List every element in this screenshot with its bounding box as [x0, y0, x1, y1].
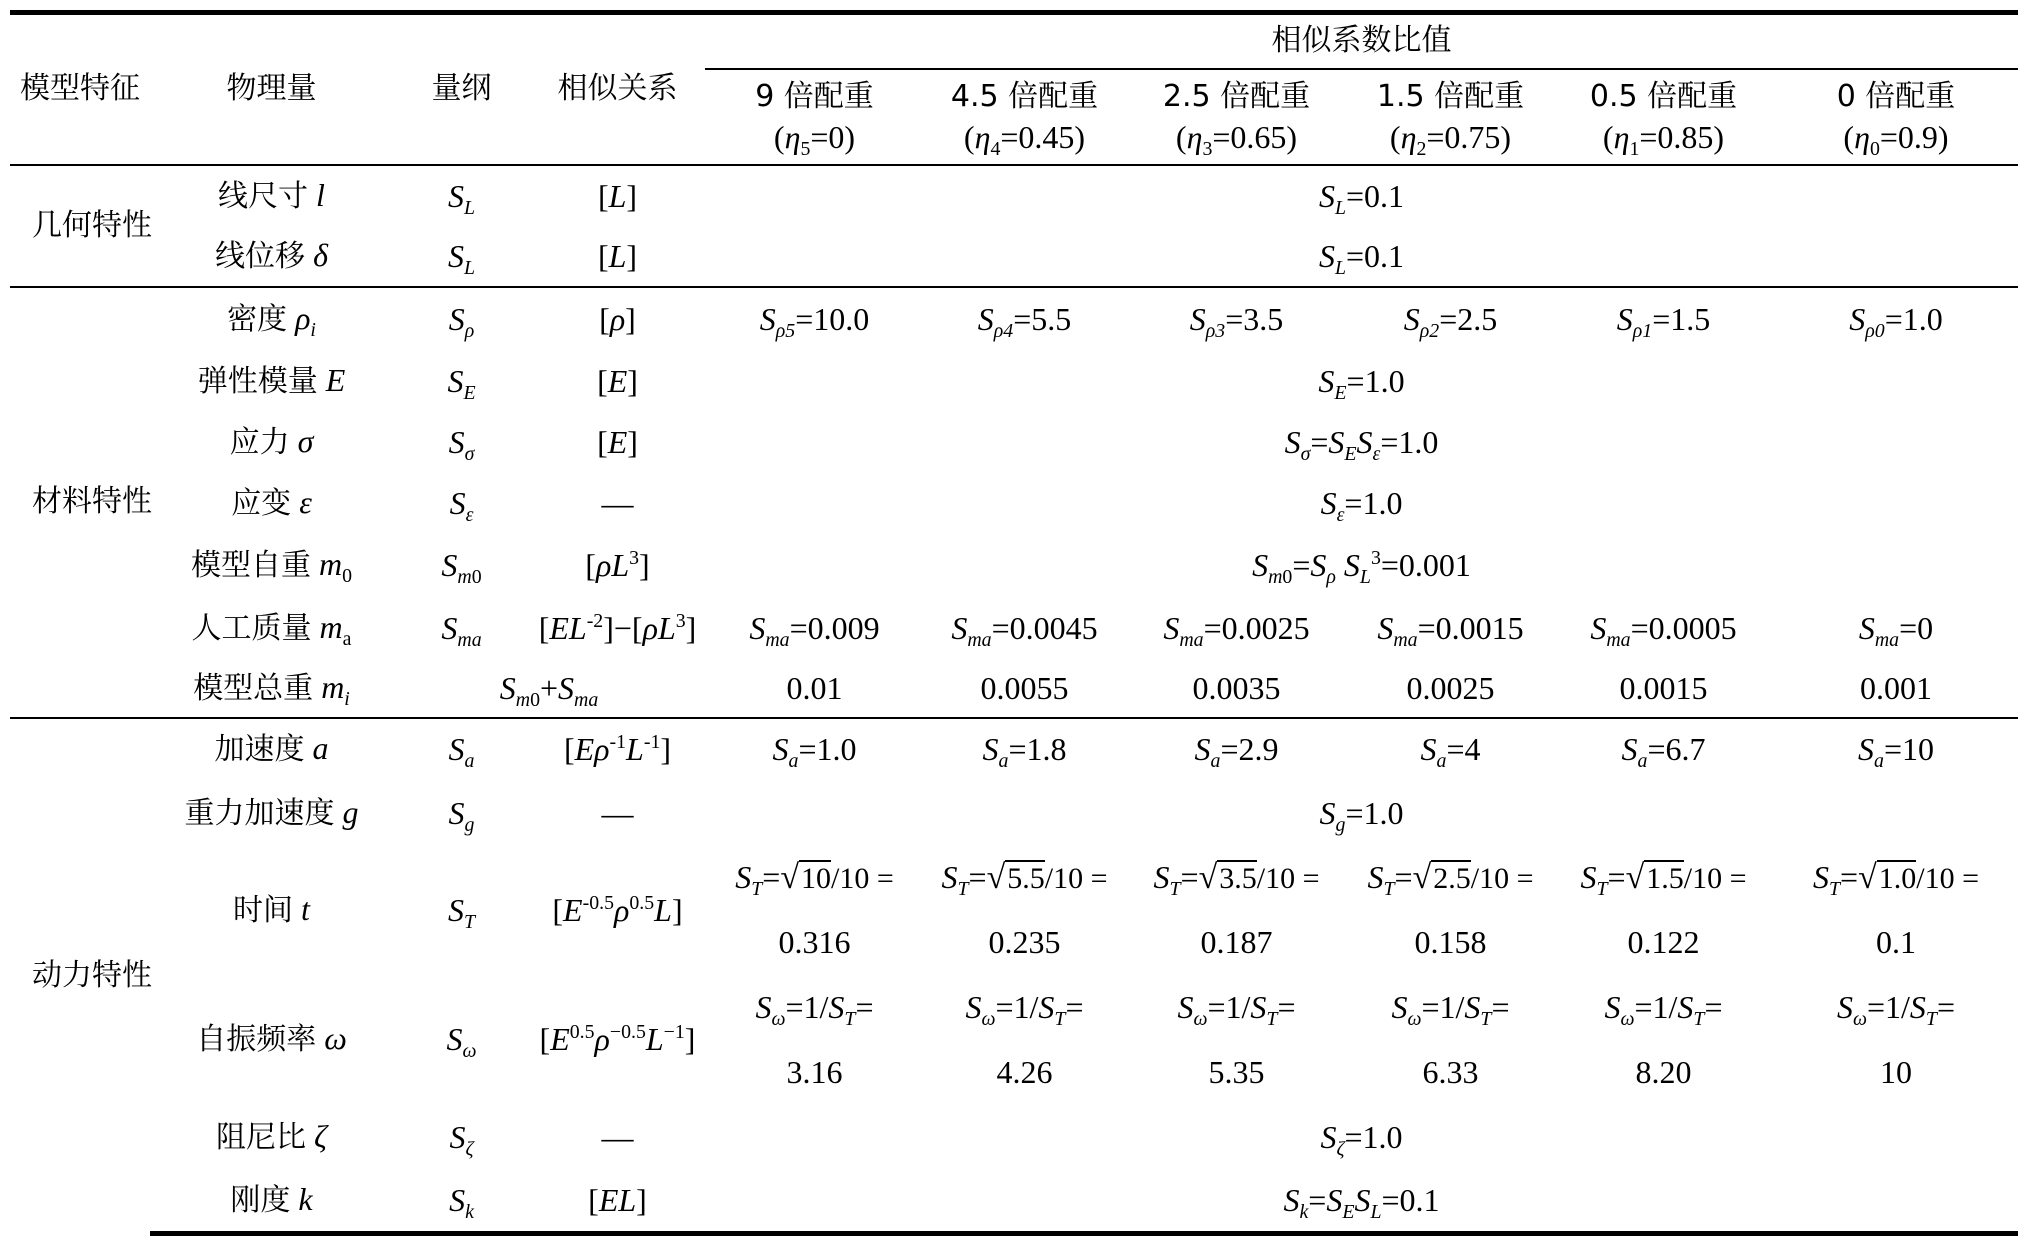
- value-cell: 6.33: [1422, 1053, 1479, 1090]
- value-cell: $S_a=2.9$: [1125, 718, 1348, 780]
- value-cell: 0.316: [778, 923, 851, 960]
- value-cell: $S_T=√1.5/10$ =: [1580, 858, 1747, 900]
- value-cell: 0.0035: [1192, 669, 1281, 706]
- group-dynamic: 动力特性: [10, 718, 150, 1234]
- dimension-cell: $S_a$: [393, 718, 530, 780]
- table-row: [10, 846, 2018, 910]
- value-cell: 0.158: [1414, 923, 1487, 960]
- value-cell: $S_{\rho 2}=2.5$: [1348, 287, 1553, 350]
- value-cell: 0.0025: [1406, 669, 1495, 706]
- relation-cell: [EL]: [530, 1170, 705, 1234]
- value-cell: 4.26: [996, 1053, 1053, 1090]
- value-cell: 8.20: [1635, 1053, 1692, 1090]
- value-cell: $S_\omega=1/S_T=$: [1391, 988, 1510, 1030]
- header-case: 2.5 倍配重 $(\eta_3=0.65)$: [1162, 78, 1311, 160]
- dimension-cell: $S_{m0}$: [441, 546, 482, 588]
- quantity-cell: 加速度 a: [150, 718, 393, 780]
- quantity-cell: 线尺寸 l: [150, 165, 393, 226]
- relation-cell: $S_{m0}+S_{ma}$: [499, 669, 599, 711]
- value-cell: $S_a=6.7$: [1553, 718, 1774, 780]
- header-case: 0 倍配重 $(\eta_0=0.9)$: [1836, 78, 1956, 160]
- value-cell: $S_g=1.0$: [1319, 794, 1404, 836]
- relation-cell: $[EL^{-2}]-[\rho L^3]$: [538, 609, 697, 646]
- value-cell: $S_\omega=1/S_T=$: [1604, 988, 1723, 1030]
- dimension-cell: $S_L$: [393, 165, 530, 226]
- value-cell: 5.35: [1208, 1053, 1265, 1090]
- value-cell: $S_{\rho 3}=3.5$: [1125, 287, 1348, 350]
- quantity-cell: 阻尼比 ζ: [216, 1117, 327, 1155]
- table-row: [10, 659, 2018, 718]
- value-cell: $S_\varepsilon=1.0$: [1320, 484, 1403, 526]
- dimension-cell: $S_T$: [447, 891, 476, 933]
- dimension-cell: $S_{ma}$: [441, 609, 482, 651]
- value-cell: $S_{ma}=0.0045$: [951, 609, 1098, 651]
- table-row: [10, 780, 2018, 846]
- value-cell: 0.1: [1876, 923, 1916, 960]
- quantity-cell: 模型自重 $m_0$: [190, 545, 353, 587]
- quantity-cell: 时间 t: [233, 890, 310, 928]
- table-row: [10, 597, 2018, 659]
- table-row: [10, 226, 2018, 287]
- value-cell: $S_E=1.0$: [1318, 362, 1405, 404]
- relation-cell: $[E^{-0.5}\rho^{0.5}L]$: [552, 891, 683, 928]
- dimension-cell: $S_g$: [448, 794, 475, 836]
- relation-cell: $[\rho L^3]$: [585, 546, 650, 583]
- value-cell: $S_{ma}=0.009$: [749, 609, 880, 651]
- group-geometric: 几何特性: [10, 165, 150, 287]
- table-row: [10, 1104, 2018, 1170]
- header-case: 9 倍配重 $(\eta_5=0)$: [755, 78, 874, 160]
- table-row: [10, 287, 2018, 350]
- relation-cell: —: [601, 484, 634, 521]
- value-cell: $S_T=√2.5/10$ =: [1367, 858, 1534, 900]
- header-case: 4.5 倍配重 $(\eta_4=0.45)$: [950, 78, 1099, 160]
- header-case: 1.5 倍配重 $(\eta_2=0.75)$: [1376, 78, 1525, 160]
- value-cell: 0.187: [1200, 923, 1273, 960]
- quantity-cell: 线位移 δ: [215, 236, 328, 274]
- group-material: 材料特性: [10, 287, 150, 718]
- value-cell: $S_a=1.8$: [924, 718, 1125, 780]
- header-physical-quantity: 物理量: [150, 13, 393, 165]
- value-cell: 3.16: [786, 1053, 843, 1090]
- quantity-cell: 弹性模量 E: [197, 361, 346, 399]
- dimension-cell: $S_\omega$: [446, 1020, 477, 1062]
- value-cell: $S_{\rho 5}=10.0$: [705, 287, 924, 350]
- quantity-cell: 人工质量 $m_a$: [191, 608, 352, 650]
- value-cell: $S_T=√1.0/10$ =: [1812, 858, 1979, 900]
- value-cell: $S_{ma}=0$: [1858, 609, 1934, 651]
- quantity-cell: 密度 $\rho_i$: [150, 287, 393, 350]
- value-cell: 0.0055: [980, 669, 1069, 706]
- dimension-cell: $S_L$: [447, 237, 476, 279]
- table-row: [10, 473, 2018, 533]
- similarity-table: [10, 10, 2018, 1236]
- value-cell: $S_T=√3.5/10$ =: [1153, 858, 1320, 900]
- value-cell: $S_{ma}=0.0015$: [1377, 609, 1524, 651]
- relation-cell: $[E^{0.5}\rho^{-0.5}L^{-1}]$: [539, 1020, 696, 1057]
- value-cell: $S_T=√10/10$ =: [735, 858, 894, 900]
- table-row: [10, 350, 2018, 412]
- value-cell: $S_\omega=1/S_T=$: [1836, 988, 1955, 1030]
- header-feature: 模型特征: [10, 13, 150, 165]
- relation-cell: [E]: [597, 362, 638, 399]
- dimension-cell: $S_\varepsilon$: [449, 484, 474, 526]
- relation-cell: —: [601, 1118, 634, 1155]
- value-cell: $S_{ma}=0.0025$: [1163, 609, 1310, 651]
- dimension-cell: $S_\zeta$: [449, 1118, 474, 1160]
- quantity-cell: 应变 ε: [231, 483, 312, 521]
- relation-cell: [E]: [597, 424, 638, 460]
- relation-cell: $[E\rho^{-1}L^{-1}]$: [530, 718, 705, 780]
- dimension-cell: $S_\rho$: [393, 287, 530, 350]
- header-case: 0.5 倍配重 $(\eta_1=0.85)$: [1589, 78, 1738, 160]
- relation-cell: [L]: [597, 237, 638, 274]
- value-cell: $S_\omega=1/S_T=$: [965, 988, 1084, 1030]
- quantity-cell: 刚度 k: [150, 1170, 393, 1234]
- quantity-cell: 模型总重 $m_i$: [193, 668, 350, 710]
- value-cell: 0.235: [988, 923, 1061, 960]
- value-cell: $S_k=S_ES_L=0.1$: [705, 1170, 2018, 1234]
- value-cell: 0.01: [786, 669, 843, 706]
- header-ratio-group: 相似系数比值: [705, 13, 2018, 69]
- dimension-cell: $S_\sigma$: [448, 424, 475, 465]
- relation-cell: [L]: [530, 165, 705, 226]
- value-cell: $S_{\rho 4}=5.5$: [924, 287, 1125, 350]
- table-row: [10, 533, 2018, 597]
- header-dimension: 量纲: [393, 13, 530, 165]
- value-cell: 0.001: [1860, 669, 1932, 706]
- quantity-cell: 应力 σ: [229, 423, 314, 460]
- value-cell: $S_T=√5.5/10$ =: [941, 858, 1108, 900]
- table-row: [10, 974, 2018, 1040]
- header-similarity-relation: 相似关系: [530, 13, 705, 165]
- value-cell: $S_{\rho 0}=1.0$: [1774, 287, 2018, 350]
- value-cell: $S_a=1.0$: [705, 718, 924, 780]
- value-cell: 0.122: [1627, 923, 1700, 960]
- value-cell: $S_{ma}=0.0005$: [1590, 609, 1737, 651]
- table-row: [10, 412, 2018, 473]
- table-row: [10, 165, 2018, 226]
- relation-cell: [ρ]: [530, 287, 705, 350]
- dimension-cell: $S_k$: [393, 1170, 530, 1234]
- dimension-cell: $S_E$: [447, 362, 476, 404]
- value-cell: 10: [1880, 1053, 1912, 1090]
- value-cell: $S_\sigma=S_ES_\varepsilon=1.0$: [1284, 424, 1439, 465]
- value-cell: 0.0015: [1619, 669, 1708, 706]
- value-cell: $S_{m0}=S_\rho$ $S_L^3=0.001$: [1252, 546, 1471, 588]
- quantity-cell: 重力加速度 g: [184, 793, 359, 831]
- relation-cell: —: [601, 794, 634, 831]
- value-cell: $S_\omega=1/S_T=$: [1177, 988, 1296, 1030]
- value-cell: $S_a=10$: [1774, 718, 2018, 780]
- value-cell: $S_L=0.1$: [705, 165, 2018, 226]
- value-cell: $S_a=4$: [1348, 718, 1553, 780]
- quantity-cell: 自振频率 ω: [196, 1019, 347, 1057]
- value-cell: $S_\omega=1/S_T=$: [755, 988, 874, 1030]
- value-cell: $S_\zeta=1.0$: [1320, 1118, 1403, 1160]
- table-row: [10, 1170, 2018, 1234]
- table-row: [10, 718, 2018, 780]
- value-cell: $S_L=0.1$: [1318, 237, 1405, 279]
- value-cell: $S_{\rho 1}=1.5$: [1553, 287, 1774, 350]
